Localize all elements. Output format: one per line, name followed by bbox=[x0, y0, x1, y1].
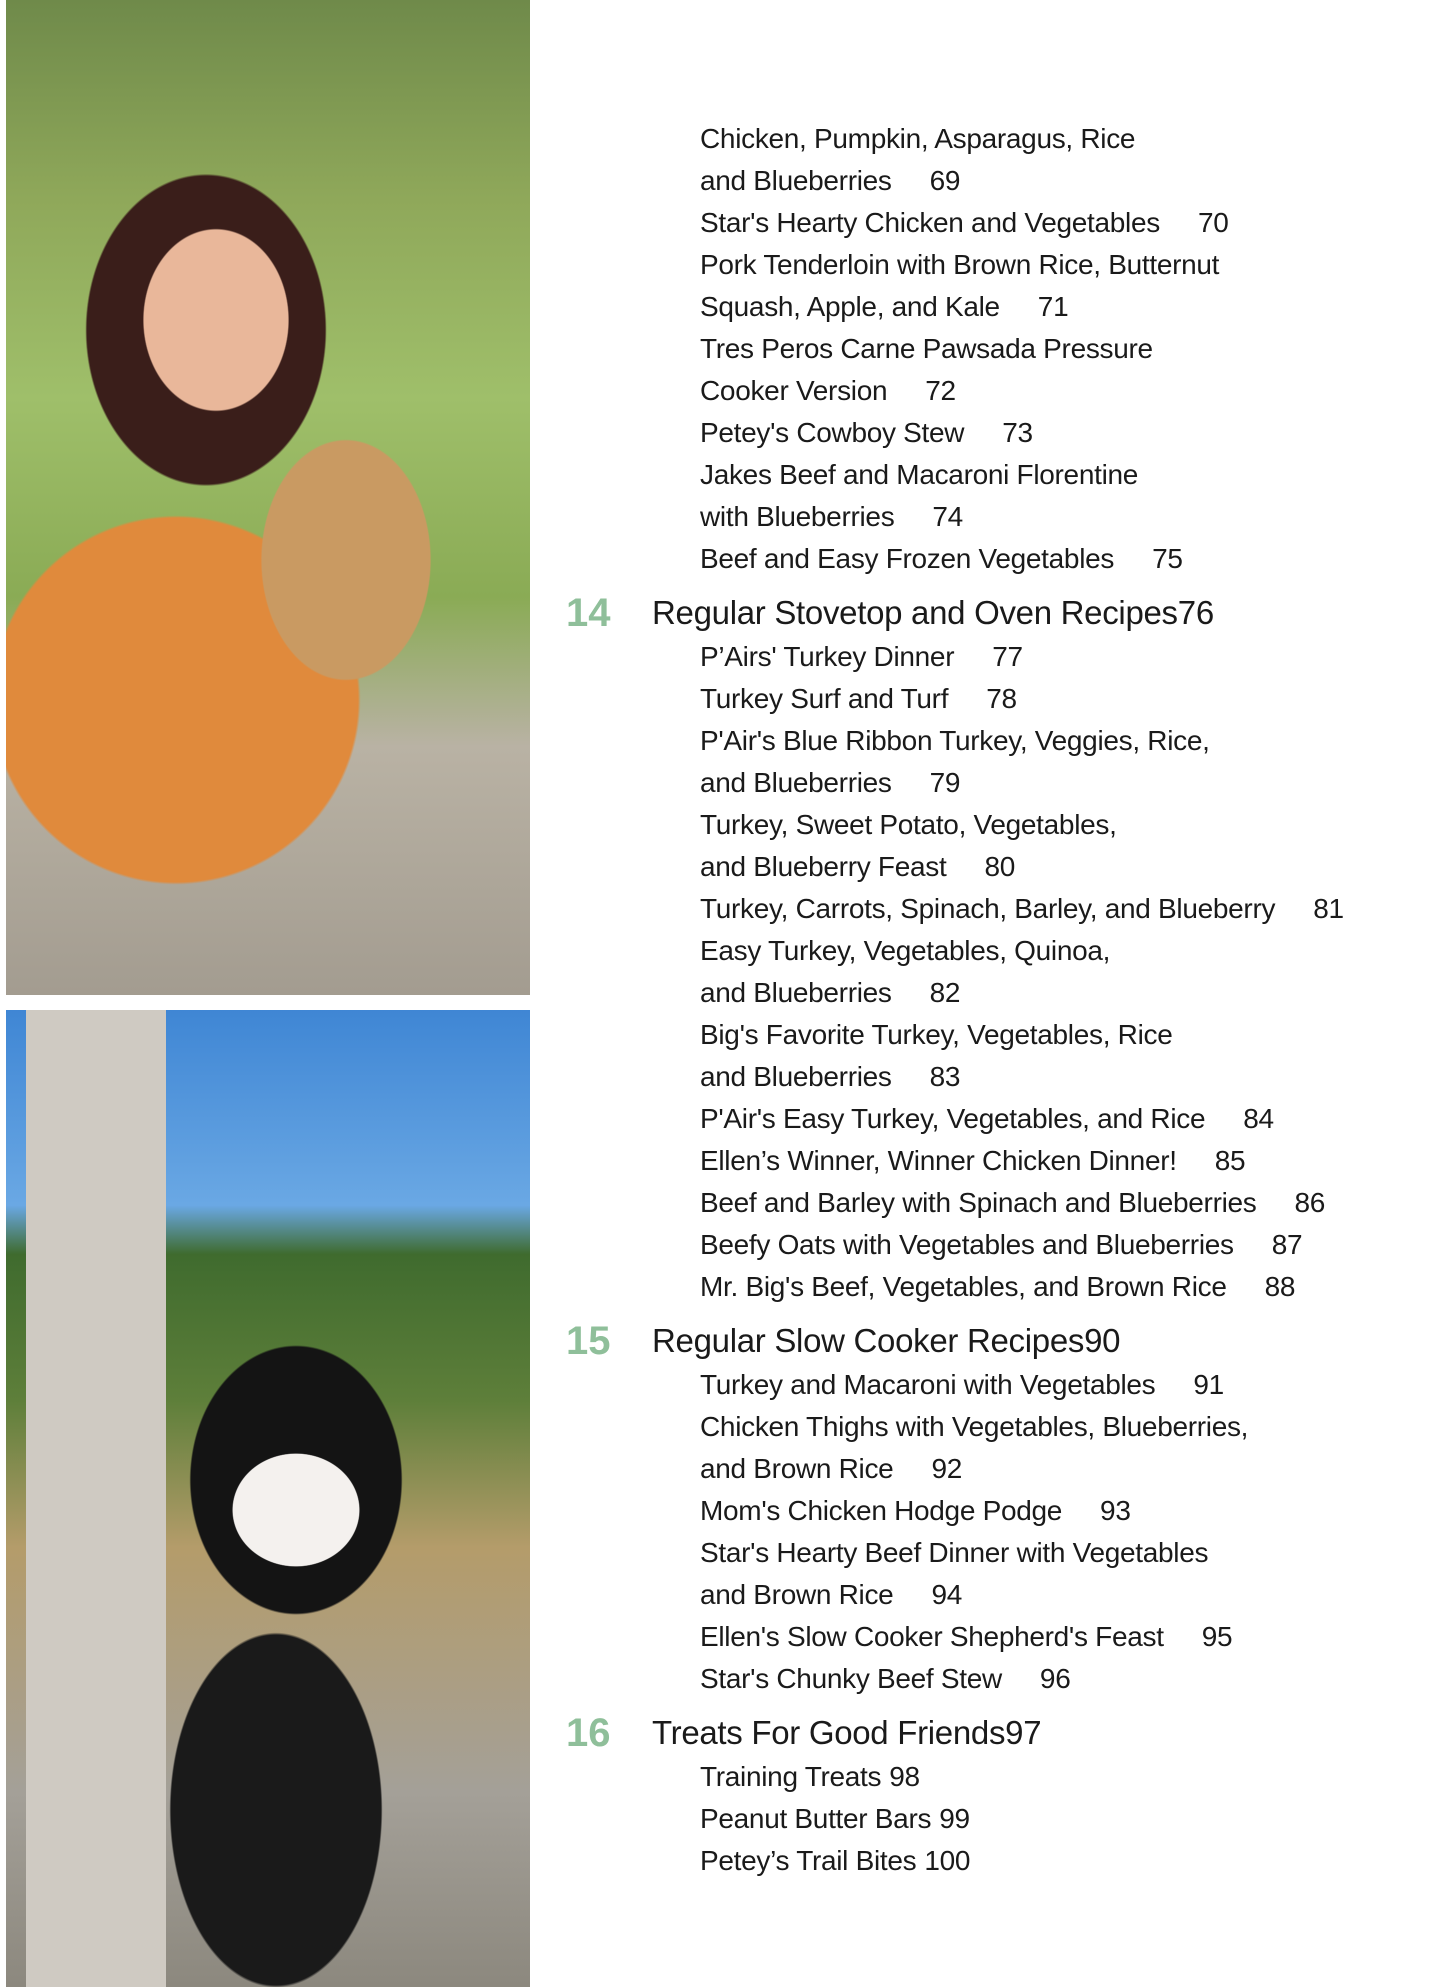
entry-title: Jakes Beef and Macaroni Florentine bbox=[700, 459, 1139, 490]
toc-entry-line[interactable] bbox=[0, 1364, 1445, 1406]
entry-text-wrap bbox=[700, 1014, 1172, 1056]
entry-text-wrap bbox=[700, 1266, 1295, 1308]
entry-page-number: 82 bbox=[929, 977, 961, 1008]
entry-text-wrap bbox=[700, 1658, 1070, 1700]
entry-title: Easy Turkey, Vegetables, Quinoa, bbox=[700, 935, 1111, 966]
entry-title: P'Air's Easy Turkey, Vegetables, and Rice bbox=[700, 1103, 1206, 1134]
entry-page-number: 80 bbox=[984, 851, 1015, 882]
entry-text-wrap bbox=[700, 1406, 1248, 1448]
chapter-number: 16 bbox=[566, 1711, 611, 1755]
entry-title: Turkey, Sweet Potato, Vegetables, bbox=[700, 809, 1117, 840]
entry-text-wrap bbox=[700, 1182, 1325, 1224]
entry-page-number: 99 bbox=[939, 1803, 970, 1834]
entry-title: and Blueberries bbox=[700, 1061, 892, 1092]
toc-entry-line[interactable] bbox=[0, 496, 1445, 538]
entry-page-number: 100 bbox=[924, 1845, 971, 1876]
entry-text-wrap bbox=[700, 1364, 1224, 1406]
toc-entry-line[interactable] bbox=[0, 202, 1445, 244]
entry-page-number: 91 bbox=[1193, 1369, 1224, 1400]
entry-title: Peanut Butter Bars bbox=[700, 1803, 932, 1834]
toc-entry-line[interactable] bbox=[0, 1532, 1445, 1574]
chapter-title: Treats For Good Friends bbox=[652, 1714, 1006, 1751]
entry-title: Turkey, Carrots, Spinach, Barley, and Blueberry bbox=[700, 893, 1276, 924]
chapter-title: Regular Stovetop and Oven Recipes bbox=[652, 594, 1178, 631]
chapter-page-number: 97 bbox=[1005, 1714, 1042, 1751]
entry-title: and Blueberries bbox=[700, 767, 892, 798]
toc-entry-line[interactable] bbox=[0, 1266, 1445, 1308]
entry-title: Star's Chunky Beef Stew bbox=[700, 1663, 1002, 1694]
entry-text-wrap bbox=[700, 118, 1135, 160]
entry-title: Chicken Thighs with Vegetables, Blueberries, bbox=[700, 1411, 1249, 1442]
entry-page-number: 70 bbox=[1197, 207, 1229, 238]
toc-entry-line[interactable] bbox=[0, 412, 1445, 454]
toc-entry-line[interactable] bbox=[0, 804, 1445, 846]
chapter-number: 14 bbox=[566, 591, 611, 635]
entry-text-wrap bbox=[700, 1140, 1245, 1182]
entry-page-number: 77 bbox=[992, 641, 1023, 672]
entry-text-wrap bbox=[700, 1756, 920, 1798]
toc-entry-line[interactable] bbox=[0, 1840, 1445, 1882]
entry-text-wrap bbox=[700, 930, 1110, 972]
entry-page-number: 87 bbox=[1271, 1229, 1303, 1260]
entry-title: Turkey and Macaroni with Vegetables bbox=[700, 1369, 1156, 1400]
entry-text-wrap bbox=[700, 160, 960, 202]
entry-page-number: 72 bbox=[925, 375, 956, 406]
toc-entry-line[interactable] bbox=[0, 1574, 1445, 1616]
entry-text-wrap bbox=[700, 1098, 1274, 1140]
entry-page-number: 86 bbox=[1294, 1187, 1326, 1218]
entry-text-wrap bbox=[700, 244, 1219, 286]
entry-text-wrap bbox=[700, 1224, 1302, 1266]
toc-entry-line[interactable] bbox=[0, 888, 1445, 930]
entry-title: Petey's Cowboy Stew bbox=[700, 417, 965, 448]
toc-chapter-heading[interactable] bbox=[0, 590, 1445, 636]
entry-text-wrap bbox=[700, 972, 960, 1014]
entry-page-number: 85 bbox=[1214, 1145, 1246, 1176]
entry-text-wrap bbox=[700, 454, 1138, 496]
toc-entry-line[interactable] bbox=[0, 370, 1445, 412]
entry-title: Beefy Oats with Vegetables and Blueberries bbox=[700, 1229, 1234, 1260]
toc-entry-line[interactable] bbox=[0, 160, 1445, 202]
entry-title: and Blueberries bbox=[700, 977, 892, 1008]
entry-title: Squash, Apple, and Kale bbox=[700, 291, 1000, 322]
chapter-title-wrap bbox=[652, 1318, 1120, 1364]
toc-entry-line[interactable] bbox=[0, 1756, 1445, 1798]
entry-page-number: 98 bbox=[889, 1761, 920, 1792]
entry-title: Chicken, Pumpkin, Asparagus, Rice bbox=[700, 123, 1136, 154]
toc-entry-line[interactable] bbox=[0, 678, 1445, 720]
entry-page-number: 94 bbox=[931, 1579, 963, 1610]
entry-text-wrap bbox=[700, 1056, 960, 1098]
entry-title: and Brown Rice bbox=[700, 1579, 894, 1610]
entry-title: Beef and Barley with Spinach and Blueberries bbox=[700, 1187, 1257, 1218]
entry-title: and Blueberry Feast bbox=[700, 851, 947, 882]
entry-text-wrap bbox=[700, 1840, 970, 1882]
entry-page-number: 93 bbox=[1100, 1495, 1131, 1526]
entry-text-wrap bbox=[700, 1574, 962, 1616]
chapter-page-number: 76 bbox=[1177, 594, 1214, 631]
toc-entry-line[interactable] bbox=[0, 1098, 1445, 1140]
toc-entry-line[interactable] bbox=[0, 1056, 1445, 1098]
toc-entry-line[interactable] bbox=[0, 1616, 1445, 1658]
entry-title: P’Airs' Turkey Dinner bbox=[700, 641, 955, 672]
entry-title: Mom's Chicken Hodge Podge bbox=[700, 1495, 1063, 1526]
entry-page-number: 78 bbox=[986, 683, 1017, 714]
entry-title: Big's Favorite Turkey, Vegetables, Rice bbox=[700, 1019, 1173, 1050]
toc-entry-line[interactable] bbox=[0, 1182, 1445, 1224]
entry-title: Mr. Big's Beef, Vegetables, and Brown Rice bbox=[700, 1271, 1227, 1302]
entry-page-number: 88 bbox=[1264, 1271, 1296, 1302]
toc-entry-line[interactable] bbox=[0, 1014, 1445, 1056]
entry-title: Ellen’s Winner, Winner Chicken Dinner! bbox=[700, 1145, 1177, 1176]
entry-title: Petey’s Trail Bites bbox=[700, 1845, 917, 1876]
entry-text-wrap bbox=[700, 286, 1068, 328]
entry-title: with Blueberries bbox=[700, 501, 895, 532]
toc-entry-line[interactable] bbox=[0, 1448, 1445, 1490]
entry-text-wrap bbox=[700, 888, 1344, 930]
toc-entry-line[interactable] bbox=[0, 244, 1445, 286]
toc-entry-line[interactable] bbox=[0, 1224, 1445, 1266]
toc-entry-line[interactable] bbox=[0, 720, 1445, 762]
toc-entry-line[interactable] bbox=[0, 762, 1445, 804]
chapter-page-number: 90 bbox=[1084, 1322, 1121, 1359]
entry-title: Tres Peros Carne Pawsada Pressure bbox=[700, 333, 1153, 364]
entry-page-number: 69 bbox=[929, 165, 961, 196]
entry-title: Star's Hearty Chicken and Vegetables bbox=[700, 207, 1160, 238]
toc-entry-line[interactable] bbox=[0, 1406, 1445, 1448]
toc-entry-line[interactable] bbox=[0, 846, 1445, 888]
entry-page-number: 79 bbox=[929, 767, 961, 798]
entry-text-wrap bbox=[700, 538, 1183, 580]
entry-title: and Blueberries bbox=[700, 165, 892, 196]
toc-entry-line[interactable] bbox=[0, 1490, 1445, 1532]
entry-page-number: 74 bbox=[932, 501, 963, 532]
toc-entry-line[interactable] bbox=[0, 538, 1445, 580]
table-of-contents bbox=[0, 118, 1445, 1882]
toc-entry-line[interactable] bbox=[0, 636, 1445, 678]
entry-page-number: 95 bbox=[1201, 1621, 1233, 1652]
entry-title: Beef and Easy Frozen Vegetables bbox=[700, 543, 1115, 574]
entry-text-wrap bbox=[700, 370, 956, 412]
entry-text-wrap bbox=[700, 720, 1210, 762]
toc-entry-line[interactable] bbox=[0, 1140, 1445, 1182]
entry-page-number: 75 bbox=[1152, 543, 1183, 574]
entry-page-number: 84 bbox=[1243, 1103, 1274, 1134]
entry-title: Turkey Surf and Turf bbox=[700, 683, 949, 714]
entry-title: P'Air's Blue Ribbon Turkey, Veggies, Rice, bbox=[700, 725, 1210, 756]
chapter-title: Regular Slow Cooker Recipes bbox=[652, 1322, 1085, 1359]
entry-text-wrap bbox=[700, 762, 960, 804]
toc-entry-line[interactable] bbox=[0, 1658, 1445, 1700]
entry-page-number: 96 bbox=[1039, 1663, 1071, 1694]
entry-text-wrap bbox=[700, 1448, 962, 1490]
entry-title: Star's Hearty Beef Dinner with Vegetables bbox=[700, 1537, 1209, 1568]
toc-entry-line[interactable] bbox=[0, 930, 1445, 972]
chapter-number: 15 bbox=[566, 1319, 611, 1363]
entry-page-number: 81 bbox=[1313, 893, 1344, 924]
entry-page-number: 71 bbox=[1037, 291, 1069, 322]
entry-title: and Brown Rice bbox=[700, 1453, 894, 1484]
toc-chapter-heading[interactable] bbox=[0, 1318, 1445, 1364]
entry-text-wrap bbox=[700, 202, 1228, 244]
toc-chapter-heading[interactable] bbox=[0, 1710, 1445, 1756]
chapter-title-wrap bbox=[652, 590, 1214, 636]
entry-title: Ellen's Slow Cooker Shepherd's Feast bbox=[700, 1621, 1164, 1652]
entry-title: Pork Tenderloin with Brown Rice, Butternut bbox=[700, 249, 1220, 280]
toc-entry-line[interactable] bbox=[0, 328, 1445, 370]
entry-page-number: 83 bbox=[929, 1061, 961, 1092]
toc-entry-line[interactable] bbox=[0, 118, 1445, 160]
toc-entry-line[interactable] bbox=[0, 1798, 1445, 1840]
toc-entry-line[interactable] bbox=[0, 454, 1445, 496]
entry-text-wrap bbox=[700, 1532, 1208, 1574]
chapter-title-wrap bbox=[652, 1710, 1041, 1756]
entry-text-wrap bbox=[700, 846, 1015, 888]
toc-entry-line[interactable] bbox=[0, 286, 1445, 328]
entry-text-wrap bbox=[700, 328, 1153, 370]
entry-title: Training Treats bbox=[700, 1761, 882, 1792]
entry-text-wrap bbox=[700, 678, 1017, 720]
entry-page-number: 92 bbox=[931, 1453, 963, 1484]
entry-text-wrap bbox=[700, 804, 1117, 846]
entry-text-wrap bbox=[700, 412, 1033, 454]
entry-text-wrap bbox=[700, 636, 1023, 678]
entry-text-wrap bbox=[700, 496, 963, 538]
toc-entry-line[interactable] bbox=[0, 972, 1445, 1014]
entry-text-wrap bbox=[700, 1616, 1232, 1658]
entry-title: Cooker Version bbox=[700, 375, 888, 406]
entry-text-wrap bbox=[700, 1490, 1131, 1532]
entry-page-number: 73 bbox=[1002, 417, 1033, 448]
entry-text-wrap bbox=[700, 1798, 970, 1840]
